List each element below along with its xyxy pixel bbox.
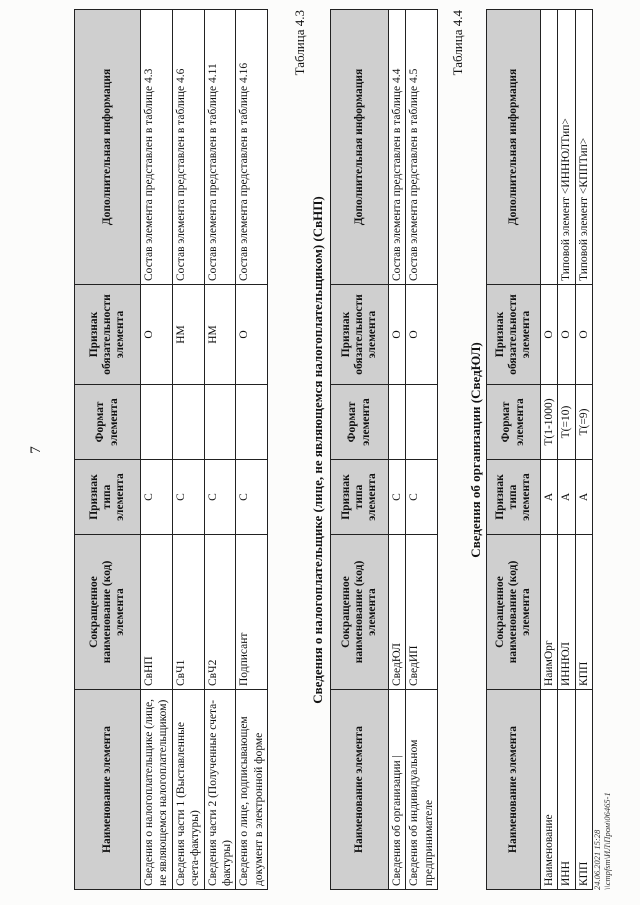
- cell: Состав элемента представлен в таблице 4.5: [406, 10, 438, 285]
- cell: [141, 385, 173, 460]
- cell: О: [541, 285, 558, 385]
- table-row: [541, 10, 558, 890]
- table-3-title: Сведения об организации (СведЮЛ): [468, 342, 483, 558]
- table-2-number: Таблица 4.3: [292, 10, 307, 76]
- cell: [541, 10, 558, 285]
- cell: Подписант: [236, 535, 268, 690]
- cell: Сведения части 2 (Полученные счета-фактуры): [204, 690, 236, 890]
- header-code: Сокращенное наименование (код) элемента: [331, 535, 389, 690]
- cell: [236, 385, 268, 460]
- table-row: [558, 10, 575, 890]
- header-type: Признак типа элемента: [75, 460, 141, 535]
- table-2-block: [330, 9, 438, 890]
- header-required: Признак обязательности элемента: [487, 285, 541, 385]
- table-1: [74, 9, 268, 890]
- header-name: Наименование элемента: [487, 690, 541, 890]
- table-1-block: [74, 9, 268, 890]
- cell: СвНП: [141, 535, 173, 690]
- table-2: [330, 9, 438, 890]
- cell: [389, 385, 406, 460]
- cell: О: [406, 285, 438, 385]
- cell: НМ: [172, 285, 204, 385]
- rotated-content: [20, 10, 620, 890]
- table-row: [204, 10, 236, 890]
- cell: КПП: [575, 690, 592, 890]
- cell: Т(=9): [575, 385, 592, 460]
- cell: С: [236, 460, 268, 535]
- cell: С: [204, 460, 236, 535]
- table-2-title: Сведения о налогоплательщике (лице, не являющемся налогоплательщиком) (СвНП): [310, 196, 325, 704]
- table-row: [172, 10, 204, 890]
- cell: С: [406, 460, 438, 535]
- cell: [204, 385, 236, 460]
- cell: ИНН: [558, 690, 575, 890]
- table-row: [575, 10, 592, 890]
- cell: ИННЮЛ: [558, 535, 575, 690]
- page-number: 7: [28, 446, 44, 454]
- cell: [406, 385, 438, 460]
- cell: НаимОрг: [541, 535, 558, 690]
- header-info: Дополнительная информация: [331, 10, 389, 285]
- header-type: Признак типа элемента: [487, 460, 541, 535]
- cell: СвЧ1: [172, 535, 204, 690]
- footer-stamp: [592, 792, 612, 890]
- header-type: Признак типа элемента: [331, 460, 389, 535]
- cell: Т(=10): [558, 385, 575, 460]
- table-row: [141, 10, 173, 890]
- footer-date: 24.06.2021 15:28: [592, 829, 602, 890]
- cell: Состав элемента представлен в таблице 4.3: [141, 10, 173, 285]
- cell: О: [389, 285, 406, 385]
- cell: Сведения о налогоплательщике (лице, не являющемся налогоплательщиком): [141, 690, 173, 890]
- table-3-block: [486, 9, 593, 890]
- cell: А: [541, 460, 558, 535]
- header-name: Наименование элемента: [75, 690, 141, 890]
- cell: О: [141, 285, 173, 385]
- cell: [172, 385, 204, 460]
- header-name: Наименование элемента: [331, 690, 389, 890]
- footer-path: \\cmpfsm\ИЛ\Пром\06465-1: [602, 792, 613, 890]
- table-row: [406, 10, 438, 890]
- cell: НМ: [204, 285, 236, 385]
- cell: А: [575, 460, 592, 535]
- cell: Т(1-1000): [541, 385, 558, 460]
- header-format: Формат элемента: [487, 385, 541, 460]
- cell: Состав элемента представлен в таблице 4.11: [204, 10, 236, 285]
- cell: Состав элемента представлен в таблице 4.4: [389, 10, 406, 285]
- cell: Сведения об индивидуальном предпринимателе: [406, 690, 438, 890]
- table-row: [389, 10, 406, 890]
- cell: А: [558, 460, 575, 535]
- cell: О: [236, 285, 268, 385]
- cell: Состав элемента представлен в таблице 4.6: [172, 10, 204, 285]
- header-required: Признак обязательности элемента: [331, 285, 389, 385]
- header-info: Дополнительная информация: [75, 10, 141, 285]
- cell: Типовой элемент <ИННЮЛТип>: [558, 10, 575, 285]
- header-format: Формат элемента: [331, 385, 389, 460]
- cell: О: [575, 285, 592, 385]
- cell: С: [389, 460, 406, 535]
- header-required: Признак обязательности элемента: [75, 285, 141, 385]
- cell: СведЮЛ: [389, 535, 406, 690]
- cell: Состав элемента представлен в таблице 4.16: [236, 10, 268, 285]
- table-3: [486, 9, 593, 890]
- cell: Сведения части 1 (Выставленные счета-фактуры): [172, 690, 204, 890]
- cell: С: [141, 460, 173, 535]
- header-info: Дополнительная информация: [487, 10, 541, 285]
- cell: О: [558, 285, 575, 385]
- cell: СведИП: [406, 535, 438, 690]
- header-format: Формат элемента: [75, 385, 141, 460]
- cell: КПП: [575, 535, 592, 690]
- cell: Наименование: [541, 690, 558, 890]
- cell: Типовой элемент <КППТип>: [575, 10, 592, 285]
- table-row: [236, 10, 268, 890]
- header-code: Сокращенное наименование (код) элемента: [75, 535, 141, 690]
- table-3-number: Таблица 4.4: [450, 10, 465, 76]
- cell: Сведения об организации |: [389, 690, 406, 890]
- cell: Сведения о лице, подписывающем документ в электронной форме: [236, 690, 268, 890]
- header-code: Сокращенное наименование (код) элемента: [487, 535, 541, 690]
- cell: С: [172, 460, 204, 535]
- cell: СвЧ2: [204, 535, 236, 690]
